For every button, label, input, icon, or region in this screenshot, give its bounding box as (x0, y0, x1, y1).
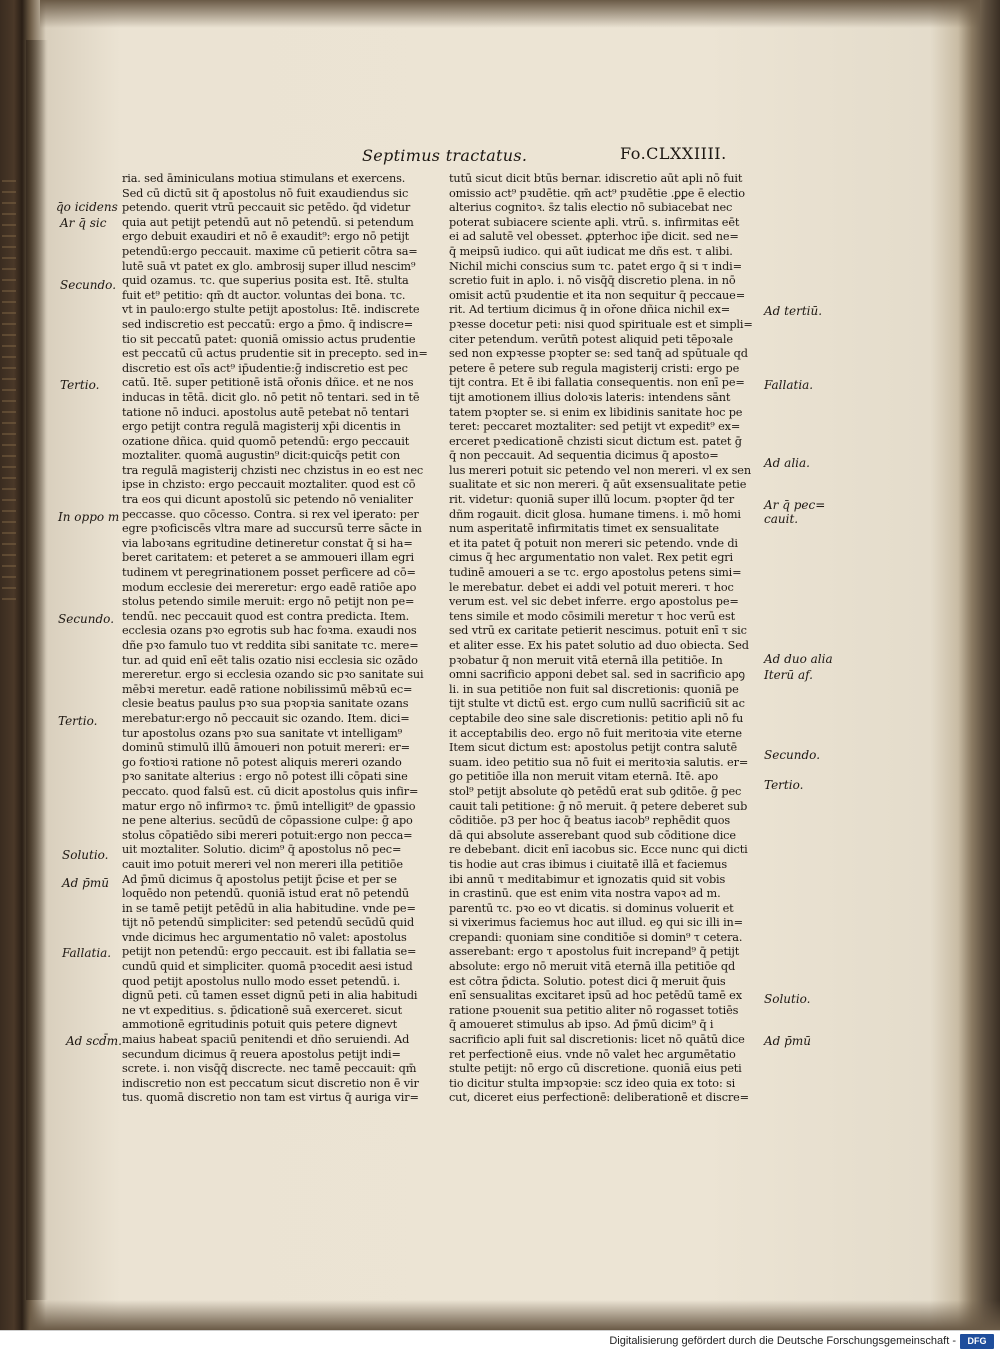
text-line: sualitate et sic non mereri. q̄ aūt exsensualitate petie (449, 478, 747, 492)
text-line: dñm rogauit. dicit glosa. humane timens. i. mō homi (449, 507, 741, 521)
text-line: cauit imo potuit mereri vel non mereri illa petitiōe (122, 857, 403, 871)
text-line: tudinem vt peregrinationem posset perficere ad cō= (122, 566, 416, 580)
margin-note-right: Ad duo alia (764, 652, 833, 666)
text-line: absolute: ergo nō meruit vitā eternā illa petitiōe qd̄ (449, 960, 736, 974)
text-line: in crastinū. que est enim vita nostra vapoꝛ ad m. (449, 887, 721, 901)
text-line: tus. quomā discretio non tam est virtus q̄ auriga vir= (122, 1091, 419, 1105)
text-line: enī sensualitas excitaret ipsū ad hoc petēdū tamē ex (449, 989, 742, 1003)
margin-note-left: Ad p̄mū (62, 876, 109, 890)
text-line: tra eos qui dicunt apostolū sic petendo nō venialiter (122, 493, 413, 507)
left-text-column (122, 172, 442, 1106)
footer-credit: Digitalisierung gefördert durch die Deutsche Forschungsgemeinschaft - (609, 1335, 956, 1347)
text-line: re debebant. dicit enī iacobus sic. Ecce nunc qui dicti (449, 843, 748, 857)
margin-note-right: Ar q̄ pec= (764, 498, 826, 512)
text-line: tis hodie aut cras ibimus i ciuitatē illā et faciemus (449, 857, 728, 871)
text-line: merebatur:ergo nō peccauit sic ozando. Item. dici= (122, 711, 410, 725)
text-line: tijt contra. Et ē ibi fallatia consequentis. non enī pe= (449, 376, 745, 390)
margin-note-left: Fallatia. (62, 946, 112, 960)
text-line: cimus q̄ hec argumentatio non valet. Rex petit egri (449, 551, 734, 565)
right-text-column (449, 172, 767, 1106)
text-line: tijt nō petendū simpliciter: sed petendū secūdū quid (122, 916, 415, 930)
text-line: tio sit peccatū patet: quoniā omissio actus prudentie (122, 332, 416, 346)
text-line: stolus cōpatiēdo sibi mereri potuit:ergo non pecca= (122, 828, 413, 842)
text-line: ibi annū τ meditabimur et ignozatis quid sit vobis (449, 872, 726, 886)
text-line: egre pꝛoficiscēs vltra mare ad succursū terre sācte in (122, 522, 422, 536)
text-line: ergo debuit exaudiri et nō ē exaudit⁹: ergo nō petijt (122, 230, 410, 244)
text-line: in se tamē petijt petēdū in alia habitudine. vnde pe= (122, 901, 416, 915)
text-line: tens simile et modo cōsimili meretur τ hoc verū est (449, 609, 735, 623)
text-line: peccato. quod falsū est. cū dicit apostolus quis infir= (122, 784, 419, 798)
text-line: ret perfectionē eius. vnde nō valet hec argumētatio (449, 1047, 736, 1061)
text-line: beret caritatem: et peteret a se ammoueri illam egri (122, 551, 414, 565)
text-line: uit moztaliter. Solutio. dicim⁹ q̄ apostolus nō pec= (122, 843, 402, 857)
text-line: scretio fuit in apl̄o. i. nō visq̄q̄ discretio plena. in nō (449, 274, 736, 288)
text-line: dominū stimulū illū āmoueri non potuit mereri: er= (122, 741, 410, 755)
text-line: erceret pꝛedicationē chzisti sicut dictum est. patet ḡ (449, 434, 742, 448)
text-line: parentū τc. pꝛo eo vt dicatis. si dominus voluerit et (449, 901, 734, 915)
margin-note-right: Ad p̄mū (764, 1034, 811, 1048)
text-line: alterius cognitoꝛ. s̄z talis electio nō subiacebat nec (449, 201, 733, 215)
text-line: teret: peccaret moztaliter: sed petijt vt expedit⁹ ex= (449, 420, 741, 434)
text-line: clesie beatus paulus pꝛo sua pꝛopꝛia sanitate ozans (122, 697, 409, 711)
margin-note-right: cauit. (764, 512, 799, 526)
text-line: sed indiscretio est peccatū: ergo a p̄mo. q̄ indiscre= (122, 317, 414, 331)
gutter-shadow (26, 40, 48, 1300)
margin-note-left: Ad scd̄m. (66, 1034, 122, 1048)
text-line: ria. sed āminiculans motiua stimulans et exercens. (122, 172, 406, 185)
text-line: rit. Ad tertium dicimus q̄ in ořone dñica nichil ex= (449, 303, 731, 317)
text-line: suam. ideo petitio sua nō fuit ei meritoꝛia salutis. er= (449, 755, 749, 769)
text-line: mēbꝛi meretur. eadē ratione nobilissimū mēbꝛū ec= (122, 682, 413, 696)
margin-note-right: Solutio. (764, 992, 811, 1006)
text-line: via laboꝛans egritudine detineretur constat q̄ si ha= (122, 536, 413, 550)
text-line: vnde dicimus hec argumentatio nō valet: apostolus (122, 930, 407, 944)
text-line: ei ad salutē vel obesset. ꝓpterhoc ip̄e dicit. sed ne= (449, 230, 739, 244)
text-line: Item sicut dictum est: apostolus petijt contra salutē (449, 741, 738, 755)
text-line: inducas in tētā. dicit glo. nō petit nō tentari. sed in tē (122, 390, 420, 404)
text-line: mereretur. ergo si ecclesia ozando sic pꝛo sanitate sui (122, 668, 424, 682)
text-line: asserebant: ergo τ apostolus fuit increpand⁹ q̄ petijt (449, 945, 740, 959)
page-bottom-edge (30, 1300, 1000, 1330)
text-line: citer petendum. verūtn̄ potest aliquid peti tēpoꝛale (449, 332, 733, 346)
margin-note-left: Tertio. (60, 378, 100, 392)
text-line: ne pene alterius. secūdū de cōpassione culpe: ḡ apo (122, 814, 413, 828)
folio-number: Fo.CLXXIIII. (620, 144, 727, 163)
text-line: sed non expꝛesse pꝛopter se: sed tanq̄ ad spūtuale qd̄ (449, 347, 748, 361)
text-line: q̄ non peccauit. Ad sequentia dicimus q̄ aposto= (449, 449, 719, 463)
text-line: cundū quid et simpliciter. quomā pꝛocedit aesi istud (122, 960, 413, 974)
margin-note-right: Ad alia. (764, 456, 810, 470)
text-line: si vixerimus faciemus hoc aut illud. eꝯ qui sic illi in= (449, 916, 743, 930)
text-line: tendū. nec peccauit quod est contra predicta. Item. (122, 609, 410, 623)
text-line: ozatione dñica. quid quomō petendū: ergo peccauit (122, 434, 410, 448)
text-line: it acceptabilis deo. ergo nō fuit meritoꝛia vite eterne (449, 726, 742, 740)
margin-note-right: Ad tertiū. (764, 304, 823, 318)
text-line: catū. Itē. super petitionē istā ořonis dñice. et ne nos (122, 376, 414, 390)
text-line: omisit actū pꝛudentie et ita non sequitur q̄ peccaue= (449, 288, 746, 302)
margin-note-left: In oppo m (58, 510, 120, 524)
digitization-footer (0, 1330, 1000, 1352)
text-line: li. in sua petitiōe non fuit sal discretionis: quoniā pe (449, 682, 739, 696)
text-line: lutē suā vt patet ex glo. ambrosij super illud nescim⁹ (122, 259, 416, 273)
text-line: cauit tali petitione: ḡ nō meruit. q̄ petere deberet sub (449, 799, 748, 813)
text-line: sed vtrū ex caritate petierit nescimus. potuit enī τ sic (449, 624, 747, 638)
text-line: tudinē amoueri a se τc. ergo apostolus petens simi= (449, 566, 742, 580)
text-line: dignū peti. cū tamen esset dignū peti in alia habitudi (122, 989, 418, 1003)
text-line: Nichil michi conscius sum τc. patet ergo q̄ si τ indi= (449, 259, 742, 273)
text-line: screte. i. non visq̄q̄ discrecte. nec tamē peccauit: qm̄ (122, 1062, 417, 1076)
text-line: ceptabile deo sine sale discretionis: petitio apl̄i nō fu (449, 711, 744, 725)
text-line: quid ozamus. τc. que superius posita est. Itē. stulta (122, 274, 409, 288)
text-line: stolus petendo simile meruit: ergo nō petijt non pe= (122, 595, 415, 609)
text-line: est peccatū cū actus prudentie sit in precepto. sed in= (122, 347, 428, 361)
text-line: tatione nō induci. apostolus autē petebat nō tentari (122, 405, 409, 419)
text-line: et aliter esse. Ex his patet solutio ad duo obiecta. Sed (449, 639, 749, 652)
text-line: omissio act⁹ pꝛudētie. qm̄ act⁹ pꝛudētie .ꝑꝑe ē electio (449, 186, 745, 200)
text-line: petendo. querit̄ vtrū peccauit sic petēdo. q̄d videtur (122, 201, 411, 215)
text-line: tio dicitur stulta impꝛopꝛie: scz ideo quia ex toto: si (449, 1076, 736, 1090)
margin-note-right: Tertio. (764, 778, 804, 792)
text-line: tra regulā magisterij chzisti nec chzistus in eo est nec (122, 463, 424, 477)
text-line: moztaliter. quomā augustin⁹ dicit:quicq̄s petit con (122, 449, 401, 463)
text-line: Ad p̄mū dicimus q̄ apostolus petijt p̄cise et per se (122, 872, 397, 886)
margin-note-left: Tertio. (58, 714, 98, 728)
text-line: pꝛobatur q̄ non meruit vitā eternā illa petitiōe. In (449, 653, 723, 667)
margin-note-left: Ar q̄ sic (60, 216, 107, 230)
text-line: quia aut petijt petendū aut nō petendū. si petendum (122, 215, 414, 229)
text-line: le merebatur. debet ei addi vel potuit mereri. τ hoc (449, 580, 734, 594)
text-line: tijt amotionem illius doloꝛis lateris: intendens sānt (449, 390, 731, 404)
text-line: lus mereri potuit sic petendo vel non mereri. vl ex sen (449, 463, 751, 477)
text-line: tur. ad quid enī eēt talis ozatio nisi ecclesia sic ozādo (122, 653, 418, 667)
text-line: ratione pꝛouenit sua petitio aliter nō rogasset totiēs (449, 1003, 739, 1017)
text-line: maius habeat spaciū penitendi et dño seruiendi. Ad (122, 1033, 410, 1047)
text-line: quod petijt apostolus nullo modo esset petendū. i. (122, 974, 401, 988)
text-line: rit. videtur: quoniā super illū locum. pꝛopter q̄d ter (449, 493, 734, 507)
running-title: Septimus tractatus. (362, 146, 528, 165)
text-line: est cōtra p̄dicta. Solutio. potest dici q̄ meruit q̄uis (449, 974, 726, 988)
text-line: Sed cū dictū sit q̄ apostolus nō fuit exaudiendus sic (122, 186, 409, 200)
text-line: go foꝛtioꝛi ratione nō potest aliquis mereri ozando (122, 755, 402, 769)
text-line: num asperitatē infirmitatis timet ex sensualitate (449, 522, 719, 536)
margin-note-right: Secundo. (764, 748, 821, 762)
text-line: pꝛesse docetur peti: nisi quod spirituale est et simpli= (449, 317, 753, 331)
text-line: crepandi: quoniam sine conditiōe si domin⁹ τ cetera. (449, 930, 743, 944)
text-line: fuit et⁹ petitio: qm̄ dt auctor. voluntas dei bona. τc. (122, 288, 406, 302)
text-line: poterat subiacere sciente apl̄i. vtrū. s. infirmitas eēt (449, 215, 740, 229)
text-line: peccasse. quo cōcesso. Contra. si rex vel iꝑerato: per (122, 507, 419, 521)
text-line: petijt non petendū: ergo peccauit. est ibi fallatia se= (122, 945, 417, 959)
text-line: sacrificio apl̄i fuit sal discretionis: licet nō quātū dice (449, 1033, 745, 1047)
text-line: q̄ amoueret stimulus ab ipso. Ad p̄mū dicim⁹ q̄ i (449, 1018, 714, 1032)
text-line: dñe pꝛo famulo tuo vt reddita sibi sanitate τc. mere= (122, 639, 419, 652)
margin-note-left: Secundo. (60, 278, 117, 292)
text-line: tijt stulte vt dictū est. ergo cum nullū sacrificiū sit ac (449, 697, 745, 711)
margin-note-right: Fallatia. (764, 378, 814, 392)
text-line: dā qui absolute asserebant quod sub cōditione dice (449, 828, 736, 842)
text-line: tatem pꝛopter se. si enim ex libidinis sanitate hoc pe (449, 405, 743, 419)
text-line: vt in paulo:ergo stulte petijt apostolus: Itē. indiscrete (122, 303, 420, 317)
margin-note-right: Iterū af. (764, 668, 813, 682)
margin-note-left: Secundo. (58, 612, 115, 626)
text-line: pꝛo sanitate alterius : ergo nō potest illi cōpati sine (122, 770, 408, 784)
text-line: stulte petijt: nō ergo cū discretione. quoniā eius peti (449, 1062, 742, 1076)
text-line: cōditiōe. p3 per hoc q̄ beatus iacob⁹ rephēdit quos (449, 814, 731, 828)
text-line: matur ergo nō infirmoꝛ τc. p̄mū intelligit⁹ de ꝯpassio (122, 799, 416, 813)
margin-note-left: q̄o icidens (56, 200, 118, 214)
text-line: ecclesia ozans pꝛo egrotis sub hac foꝛma. exaudi nos (122, 624, 417, 638)
text-line: tutū sicut dicit btūs bernar. idiscretio aūt apl̄i nō fuit (449, 172, 743, 185)
text-line: et ita patet q̄ potuit non mereri sic petendo. vnde di (449, 536, 738, 550)
text-line: verum est. vel sic debet inferre. ergo apostolus pe= (449, 595, 739, 609)
text-line: ipse in chzisto: ergo peccauit moztaliter. quod est cō (122, 478, 416, 492)
text-line: discretio est oīs act⁹ ip̄udentie:ḡ indiscretio est pec (122, 361, 408, 375)
text-line: ne vt expeditius. s. p̄dicationē suā exerceret. sicut (122, 1003, 403, 1017)
text-line: indiscretio non est peccatum sicut discretio non ē vir (122, 1076, 419, 1090)
dfg-logo: DFG (960, 1334, 994, 1349)
text-line: petendū:ergo peccauit. maxime cū petierit cōtra sa= (122, 244, 418, 258)
text-line: secundum dicimus q̄ reuera apostolus petijt indi= (122, 1047, 401, 1061)
margin-note-left: Solutio. (62, 848, 109, 862)
text-line: go petitiōe illa non meruit vitam eternā. Itē. apo (449, 770, 719, 784)
text-line: omni sacrificio apponi debet sal. sed in sacrificio apꝯ (449, 668, 745, 682)
spine-edge (2, 180, 16, 600)
text-line: petere ē petere sub regula magisterij cristi: ergo pe (449, 361, 740, 375)
text-line: ergo petijt contra regulā magisterij xp̄i dicentis in (122, 420, 401, 434)
text-line: loquēdo non petendū. quoniā istud erat nō petendū (122, 887, 410, 901)
text-line: stol⁹ petijt absolute qꝺ petēdū erat sub ꝯditōe. ḡ pec (449, 784, 742, 798)
page-top-edge (40, 0, 980, 28)
text-line: modum ecclesie dei mereretur: ergo eadē ratiōe apo (122, 580, 417, 594)
text-line: q̄ meipsū iudico. qui aūt iudicat me dñs est. τ alibi. (449, 244, 733, 258)
text-line: cut, diceret eius perfectionē: deliberationē et discre= (449, 1091, 749, 1105)
text-line: tur apostolus ozans pꝛo sua sanitate vt intelligam⁹ (122, 726, 403, 740)
text-line: ammotionē egritudinis potuit quis petere dignevt (122, 1018, 398, 1032)
